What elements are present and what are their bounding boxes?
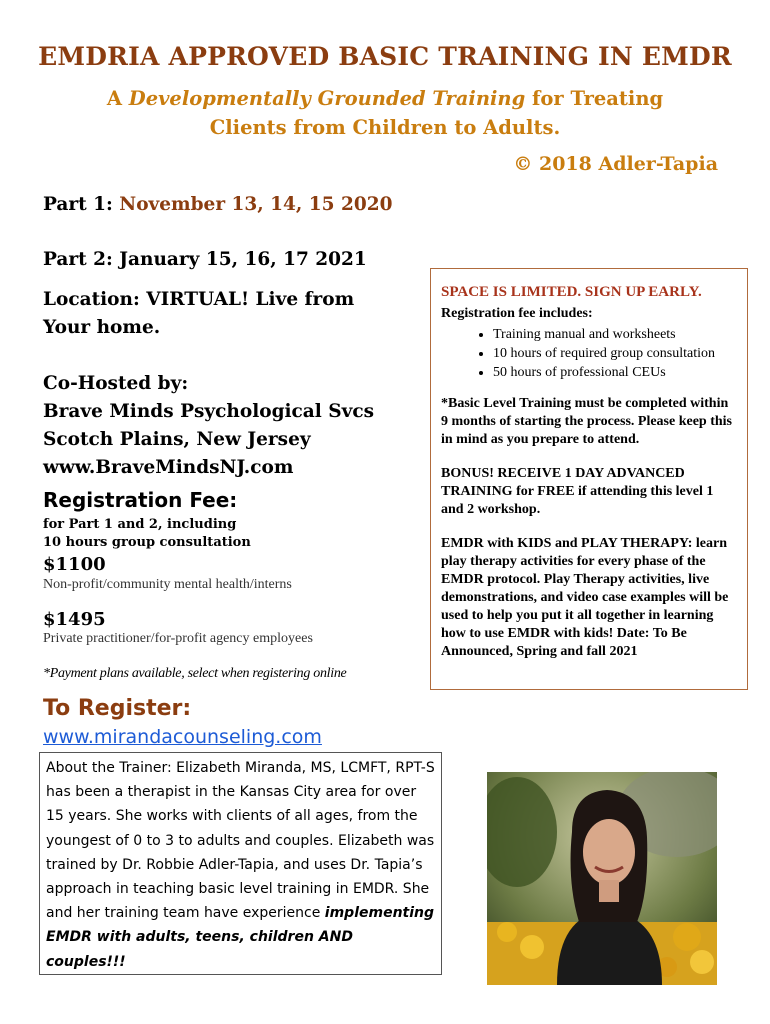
fee-heading: Registration Fee: bbox=[43, 488, 238, 512]
includes-heading: Registration fee includes: bbox=[441, 306, 593, 321]
list-item: • Training manual and worksheets bbox=[493, 325, 737, 344]
price-private: $1495 bbox=[43, 609, 106, 630]
location-line2: Your home. bbox=[43, 317, 161, 338]
location-line1: Location: VIRTUAL! Live from bbox=[43, 289, 355, 310]
part1-date-values: November 13, 14, 15 2020 bbox=[119, 194, 393, 215]
fee-note-line1: for Part 1 and 2, including bbox=[43, 517, 237, 532]
info-sidebox bbox=[430, 268, 748, 690]
fee-note bbox=[43, 516, 251, 552]
part1-label: Part 1: bbox=[43, 194, 120, 215]
includes-list bbox=[441, 325, 737, 382]
cohost-heading: Co-Hosted by: bbox=[43, 373, 189, 394]
cohost-website: www.BraveMindsNJ.com bbox=[43, 457, 294, 478]
list-item: • 10 hours of required group consultation bbox=[493, 344, 737, 363]
cohost-city: Scotch Plains, New Jersey bbox=[43, 429, 311, 450]
part1-dates bbox=[43, 194, 392, 215]
part2-dates: Part 2: January 15, 16, 17 2021 bbox=[43, 249, 367, 270]
copyright-notice: © 2018 Adler-Tapia bbox=[513, 153, 718, 175]
register-link[interactable]: www.mirandacounseling.com bbox=[43, 726, 322, 748]
payment-plan-note: *Payment plans available, select when registering online bbox=[43, 666, 347, 681]
trainer-bio-box bbox=[39, 752, 442, 975]
page-subtitle bbox=[0, 84, 770, 142]
bonus-note: BONUS! RECEIVE 1 DAY ADVANCED TRAINING for FREE if attending this level 1 and 2 workshop. bbox=[441, 466, 714, 517]
trainer-bio-emphasis: implementing EMDR with adults, teens, children AND couples!!! bbox=[46, 905, 435, 970]
space-limited-notice: SPACE IS LIMITED. SIGN UP EARLY. bbox=[441, 284, 702, 300]
cohost-org: Brave Minds Psychological Svcs bbox=[43, 401, 375, 422]
price-nonprofit: $1100 bbox=[43, 554, 106, 575]
subtitle-suffix: for Treating bbox=[525, 87, 664, 110]
location-block bbox=[43, 286, 354, 342]
subtitle-line2: Clients from Children to Adults. bbox=[209, 116, 561, 139]
price-private-desc: Private practitioner/for-profit agency employees bbox=[43, 631, 313, 646]
fee-note-line2: 10 hours group consultation bbox=[43, 535, 251, 550]
basic-level-note: *Basic Level Training must be completed within 9 months of starting the process. Please keep this in mind as you prepare to attend. bbox=[441, 396, 733, 447]
price-nonprofit-desc: Non-profit/community mental health/interns bbox=[43, 577, 292, 592]
trainer-photo bbox=[487, 772, 717, 985]
cohost-block bbox=[43, 370, 374, 482]
trainer-bio-text: About the Trainer: Elizabeth Miranda, MS, LCMFT, RPT-S has been a therapist in the Kansas City area for over 15 years. She works with clients of all ages, from the youngest of 0 to 3 to adults and couples. Elizabeth was trained by Dr. Robbie Adler-Tapia, and uses Dr. Tapia’s approach in teaching basic level training in EMDR. She and her training team have experience bbox=[46, 760, 435, 922]
subtitle-emphasis: Developmentally Grounded Training bbox=[128, 87, 526, 110]
kids-play-therapy-note: EMDR with KIDS and PLAY THERAPY: learn play therapy activities for every phase of the EMDR protocol. Play Therapy activities, live demonstrations, and video case examples will be used to help you put it all together in learning how to use EMDR with kids! Date: To Be Announced, Spring and fall 2021 bbox=[441, 536, 729, 659]
list-item: • 50 hours of professional CEUs bbox=[493, 363, 737, 382]
register-heading: To Register: bbox=[43, 696, 192, 721]
page-title: EMDRIA APPROVED BASIC TRAINING IN EMDR bbox=[38, 42, 732, 71]
subtitle-prefix: A bbox=[106, 87, 129, 110]
